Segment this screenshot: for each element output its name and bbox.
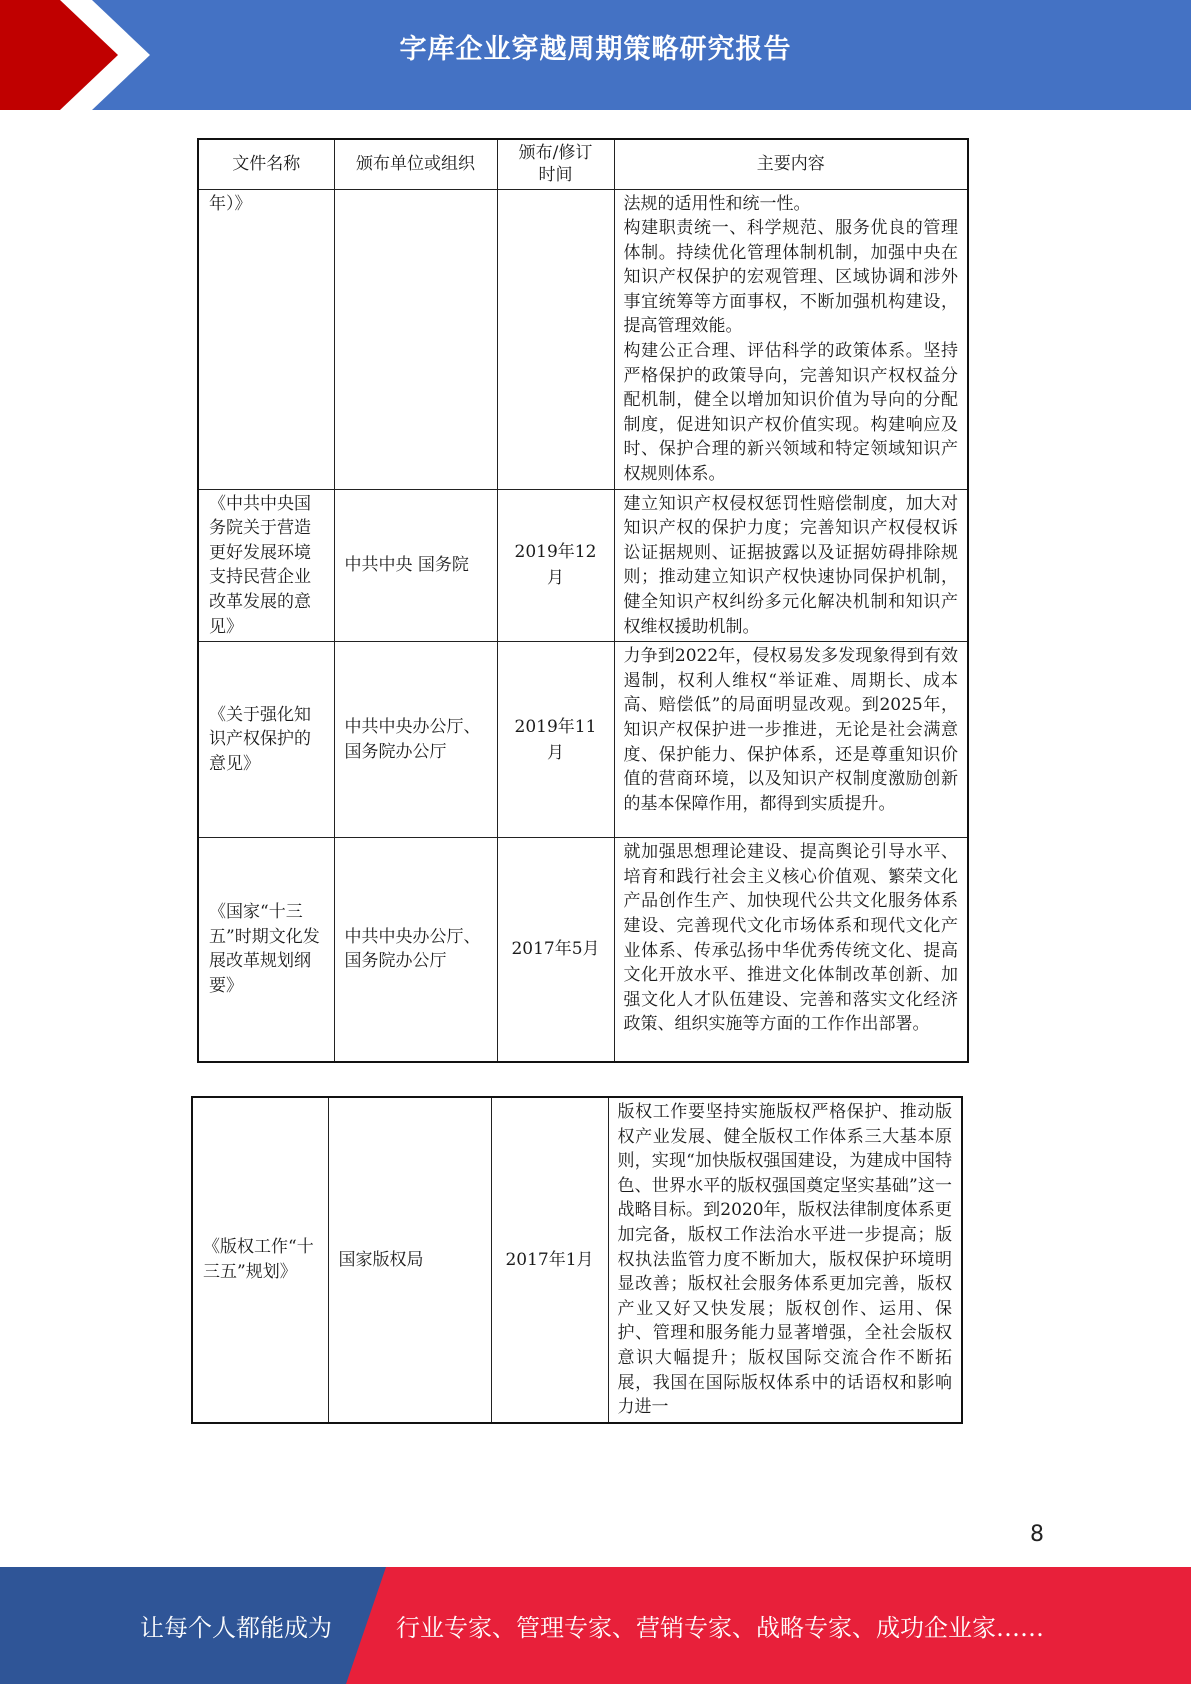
column-header-org: 颁布单位或组织 [334, 139, 497, 189]
row-date: 2019年12月 [497, 489, 614, 642]
row-issuer: 中共中央 国务院 [334, 489, 497, 642]
column-header-name: 文件名称 [198, 139, 334, 189]
table-row [192, 1097, 962, 1423]
page-header [0, 0, 1191, 110]
row-document-name: 《关于强化知识产权保护的意见》 [198, 642, 334, 838]
page-footer [0, 1567, 1191, 1684]
footer-slogan-left: 让每个人都能成为 [140, 1614, 332, 1642]
row-issuer: 国家版权局 [328, 1097, 491, 1423]
row-content: 法规的适用性和统一性。 构建职责统一、科学规范、服务优良的管理体制。持续优化管理体制机制，加强中央在知识产权保护的宏观管理、区域协调和涉外事宜统筹等方面事权，不断加强机构建设，提高管理效能。 构建公正合理、评估科学的政策体系。坚持严格保护的政策导向，完善知识产权权益分配机制，健全以增加知识价值为导向的分配制度，促进知识产权价值实现。构建响应及时、保护合理的新兴领域和特定领域知识产权规则体系。 [614, 189, 968, 489]
column-header-date: 颁布/修订 时间 [497, 139, 614, 189]
row-document-name: 年）》 [198, 189, 334, 489]
row-date: 2017年1月 [491, 1097, 608, 1423]
row-date: 2017年5月 [497, 838, 614, 1062]
row-date: 2019年11月 [497, 642, 614, 838]
row-content: 力争到2022年，侵权易发多发现象得到有效遏制，权利人维权“举证难、周期长、成本高、赔偿低”的局面明显改观。到2025年，知识产权保护进一步推进，无论是社会满意度、保护能力、保护体系，还是尊重知识价值的营商环境，以及知识产权制度激励创新的基本保障作用，都得到实质提升。 [614, 642, 968, 838]
row-issuer: 中共中央办公厅、国务院办公厅 [334, 838, 497, 1062]
row-document-name: 《中共中央国务院关于营造更好发展环境支持民营企业改革发展的意见》 [198, 489, 334, 642]
table-row [198, 838, 968, 1062]
row-issuer: 中共中央办公厅、国务院办公厅 [334, 642, 497, 838]
policy-table-continued [191, 1096, 963, 1424]
row-date [497, 189, 614, 489]
report-title: 字库企业穿越周期策略研究报告 [399, 34, 792, 65]
footer-slogan-right: 行业专家、管理专家、营销专家、战略专家、成功企业家…… [396, 1614, 1044, 1642]
row-issuer [334, 189, 497, 489]
page-number: 8 [1030, 1522, 1044, 1547]
row-content: 建立知识产权侵权惩罚性赔偿制度，加大对知识产权的保护力度；完善知识产权侵权诉讼证据规则、证据披露以及证据妨碍排除规则；推动建立知识产权快速协同保护机制，健全知识产权纠纷多元化解决机制和知识产权维权援助机制。 [614, 489, 968, 642]
table-header-row [198, 139, 968, 189]
column-header-content: 主要内容 [614, 139, 968, 189]
table-row [198, 642, 968, 838]
row-document-name: 《版权工作“十三五”规划》 [192, 1097, 328, 1423]
table-row [198, 189, 968, 489]
row-document-name: 《国家“十三五”时期文化发展改革规划纲要》 [198, 838, 334, 1062]
row-content: 就加强思想理论建设、提高舆论引导水平、培育和践行社会主义核心价值观、繁荣文化产品创作生产、加快现代公共文化服务体系建设、完善现代文化市场体系和现代文化产业体系、传承弘扬中华优秀传统文化、提高文化开放水平、推进文化体制改革创新、加强文化人才队伍建设、完善和落实文化经济政策、组织实施等方面的工作作出部署。 [614, 838, 968, 1062]
table-row [198, 489, 968, 642]
policy-table [197, 138, 969, 1063]
row-content: 版权工作要坚持实施版权严格保护、推动版权产业发展、健全版权工作体系三大基本原则，实现“加快版权强国建设，为建成中国特色、世界水平的版权强国奠定坚实基础”这一战略目标。到2020年，版权法律制度体系更加完备，版权工作法治水平进一步提高；版权执法监管力度不断加大，版权保护环境明显改善；版权社会服务体系更加完善，版权产业又好又快发展；版权创作、运用、保护、管理和服务能力显著增强，全社会版权意识大幅提升；版权国际交流合作不断拓展，我国在国际版权体系中的话语权和影响力进一 [608, 1097, 962, 1423]
